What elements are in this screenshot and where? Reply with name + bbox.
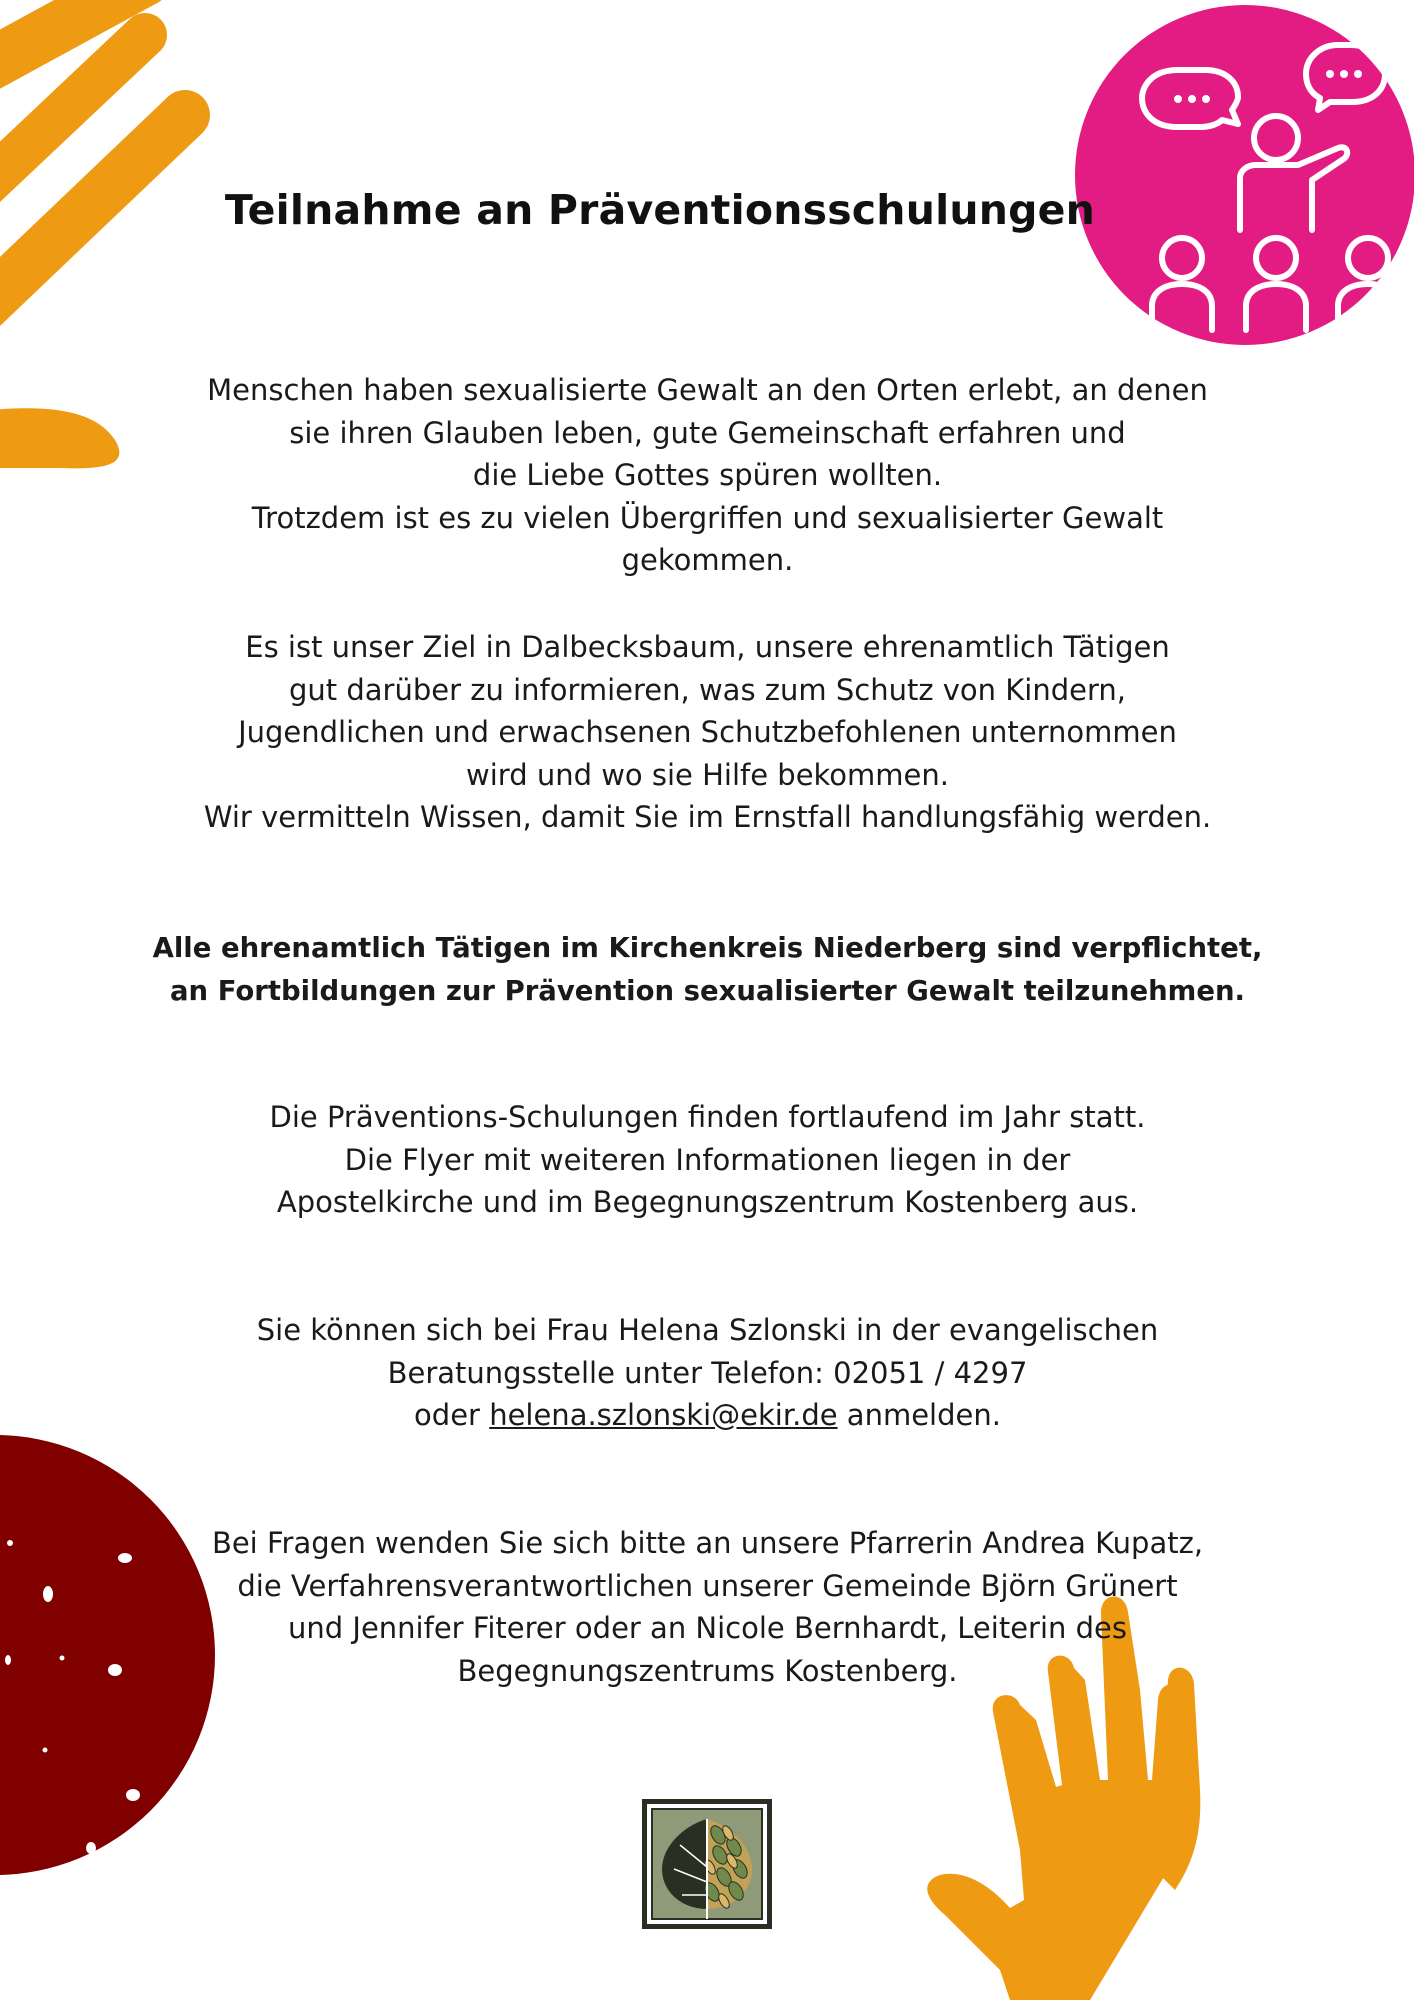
email-link[interactable]: helena.szlonski@ekir.de: [489, 1398, 838, 1432]
schedule-paragraph: [140, 1096, 1275, 1224]
intro-paragraph: [140, 369, 1275, 582]
text-fragment: anmelden.: [837, 1398, 1001, 1432]
text-line: Apostelkirche und im Begegnungszentrum Kostenberg aus.: [276, 1185, 1139, 1219]
text-line: Trotzdem ist es zu vielen Übergriffen und sexualisierter Gewalt: [251, 500, 1164, 535]
text-line: die Verfahrensverantwortlichen unserer Gemeinde Björn Grünert: [237, 1568, 1178, 1603]
text-line: die Liebe Gottes spüren wollten.: [472, 458, 943, 492]
questions-paragraph: [140, 1522, 1275, 1692]
registration-paragraph: [140, 1309, 1275, 1437]
text-line: Wir vermitteln Wissen, damit Sie im Ernstfall handlungsfähig werden.: [203, 800, 1212, 834]
text-line: [140, 1394, 1275, 1437]
text-line: Die Präventions-Schulungen finden fortlaufend im Jahr statt.: [269, 1100, 1146, 1134]
page-title: Teilnahme an Präventionsschulungen: [224, 186, 1096, 234]
text-line: Sie können sich bei Frau Helena Szlonski in der evangelischen: [256, 1313, 1159, 1347]
text-fragment: oder: [414, 1398, 490, 1432]
text-line: Bei Fragen wenden Sie sich bitte an unsere Pfarrerin Andrea Kupatz,: [211, 1526, 1204, 1560]
text-line: Begegnungszentrums Kostenberg.: [457, 1653, 958, 1688]
text-line: Jugendlichen und erwachsenen Schutzbefohlenen unternommen: [238, 715, 1177, 749]
goal-paragraph: [140, 626, 1275, 839]
obligation-notice: [140, 927, 1275, 1012]
text-line: Die Flyer mit weiteren Informationen liegen in der: [344, 1142, 1071, 1177]
text-line: an Fortbildungen zur Prävention sexualisierter Gewalt teilzunehmen.: [170, 974, 1245, 1007]
presenter-with-audience-icon: [1075, 5, 1414, 345]
text-line: gekommen.: [621, 543, 794, 577]
text-line: Beratungsstelle unter Telefon: 02051 / 4297: [387, 1355, 1028, 1390]
text-line: wird und wo sie Hilfe bekommen.: [466, 757, 949, 792]
text-line: und Jennifer Fiterer oder an Nicole Bernhardt, Leiterin des: [288, 1611, 1127, 1645]
text-line: sie ihren Glauben leben, gute Gemeinschaft erfahren und: [289, 415, 1126, 450]
text-line: Alle ehrenamtlich Tätigen im Kirchenkreis Niederberg sind verpflichtet,: [152, 932, 1263, 964]
text-line: Es ist unser Ziel in Dalbecksbaum, unsere ehrenamtlich Tätigen: [245, 630, 1170, 664]
leaf-logo: [640, 1797, 774, 1931]
text-line: Menschen haben sexualisierte Gewalt an den Orten erlebt, an denen: [207, 373, 1208, 407]
text-line: gut darüber zu informieren, was zum Schutz von Kindern,: [289, 672, 1126, 707]
